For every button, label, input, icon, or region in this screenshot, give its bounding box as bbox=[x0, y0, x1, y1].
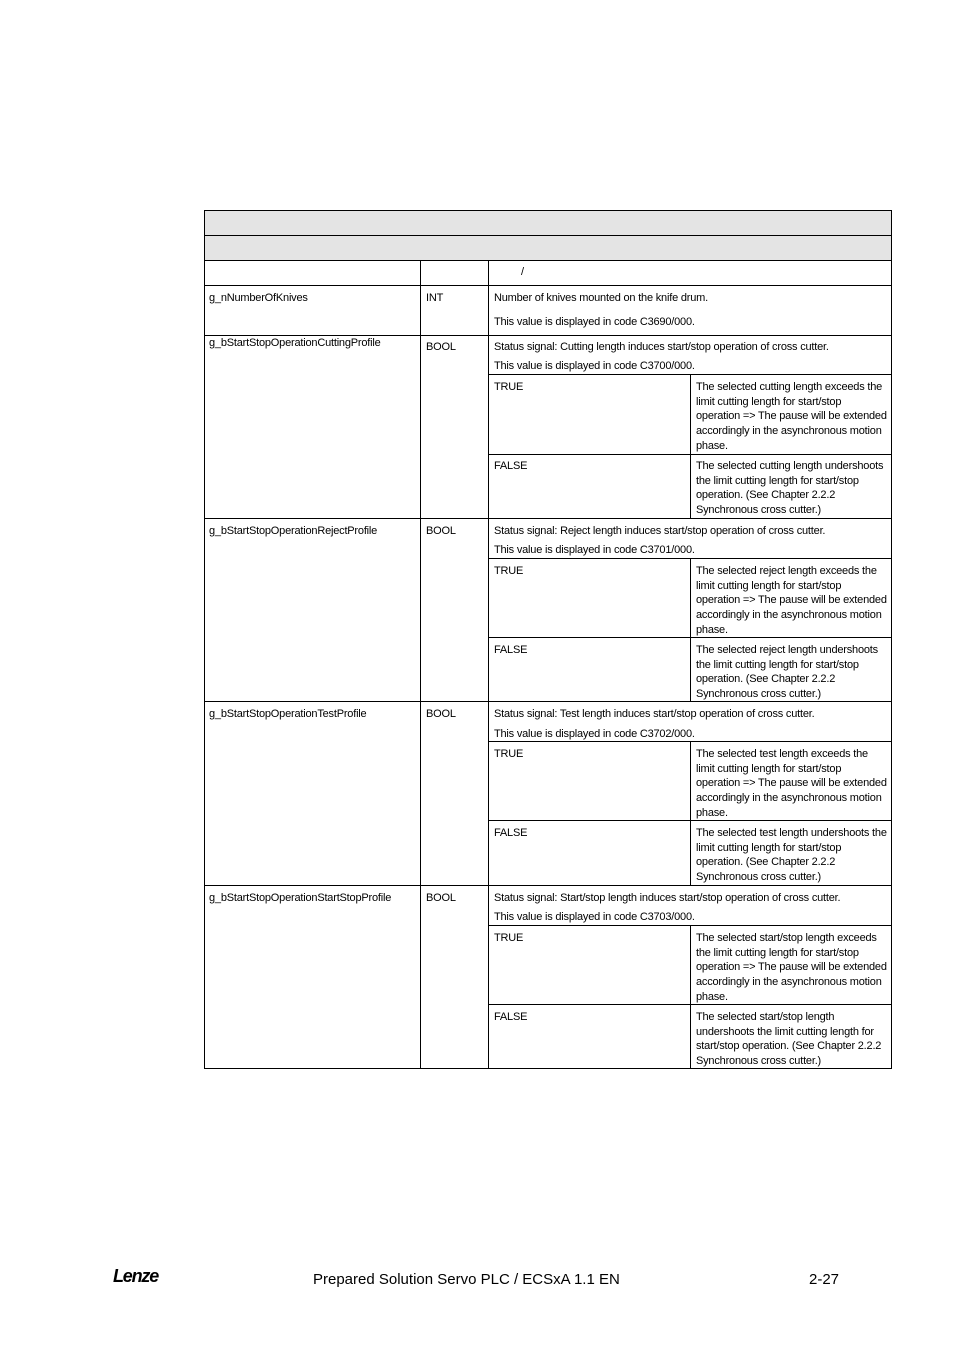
value-true-label: TRUE bbox=[494, 381, 524, 393]
variable-type: BOOL bbox=[426, 341, 456, 353]
page-number: 2-27 bbox=[809, 1271, 840, 1288]
variable-description: Status signal: Test length induces start/stop operation of cross cutter. bbox=[494, 708, 815, 720]
variable-type: BOOL bbox=[426, 892, 456, 904]
table-rule bbox=[690, 741, 691, 886]
value-true-label: TRUE bbox=[494, 932, 524, 944]
variable-name: g_bStartStopOperationStartStopProfile bbox=[209, 892, 392, 904]
table-rule bbox=[690, 374, 691, 519]
variable-description: Number of knives mounted on the knife drum. bbox=[494, 292, 708, 304]
value-true-text: The selected start/stop length exceeds the limit cutting length for start/stop operation => The pause will be extended accordingly in the asynchronous motion phase. bbox=[696, 932, 887, 1003]
value-true-text: The selected cutting length exceeds the limit cutting length for start/stop operation => The pause will be extended accordingly in the asynchronous motion phase. bbox=[696, 381, 887, 452]
value-true-label: TRUE bbox=[494, 565, 524, 577]
value-false-label: FALSE bbox=[494, 1011, 528, 1023]
column-header-description: / bbox=[521, 266, 524, 278]
value-false-label: FALSE bbox=[494, 644, 528, 656]
table-header-row-1 bbox=[205, 211, 891, 235]
variable-description: Status signal: Reject length induces start/stop operation of cross cutter. bbox=[494, 525, 826, 537]
table-rule bbox=[204, 235, 892, 236]
value-false-text: The selected reject length undershoots the limit cutting length for start/stop operation. (See Chapter 2.2.2 Synchronous cross cutter.) bbox=[696, 644, 878, 701]
table-rule bbox=[891, 210, 892, 1069]
table-rule bbox=[488, 260, 489, 1069]
variable-name: g_bStartStopOperationTestProfile bbox=[209, 708, 367, 720]
variable-name: g_nNumberOfKnives bbox=[209, 292, 308, 304]
value-true-label: TRUE bbox=[494, 748, 524, 760]
table-rule bbox=[204, 210, 892, 211]
variable-type: INT bbox=[426, 292, 444, 304]
variable-type: BOOL bbox=[426, 708, 456, 720]
table-header-row-2 bbox=[205, 236, 891, 260]
document-title: Prepared Solution Servo PLC / ECSxA 1.1 EN bbox=[313, 1271, 620, 1288]
value-false-text: The selected cutting length undershoots the limit cutting length for start/stop operation. (See Chapter 2.2.2 Synchronous cross cutter.) bbox=[696, 460, 884, 517]
table-rule bbox=[420, 260, 421, 1069]
variable-code: This value is displayed in code C3701/000. bbox=[494, 544, 695, 556]
table-rule bbox=[204, 260, 892, 261]
variable-description: Status signal: Cutting length induces start/stop operation of cross cutter. bbox=[494, 341, 829, 353]
value-false-label: FALSE bbox=[494, 460, 528, 472]
value-false-label: FALSE bbox=[494, 827, 528, 839]
table-rule bbox=[204, 518, 892, 519]
value-true-text: The selected test length exceeds the limit cutting length for start/stop operation => The pause will be extended accordingly in the asynchronous motion phase. bbox=[696, 748, 887, 819]
table-rule bbox=[204, 210, 205, 1069]
table-rule bbox=[204, 885, 892, 886]
value-true-text: The selected reject length exceeds the limit cutting length for start/stop operation => The pause will be extended accordingly in the asynchronous motion phase. bbox=[696, 565, 887, 636]
variable-code: This value is displayed in code C3700/000. bbox=[494, 360, 695, 372]
table-rule bbox=[204, 285, 892, 286]
variable-name: g_bStartStopOperationRejectProfile bbox=[209, 525, 378, 537]
variable-description: Status signal: Start/stop length induces start/stop operation of cross cutter. bbox=[494, 892, 841, 904]
variable-name: g_bStartStopOperationCuttingProfile bbox=[209, 337, 381, 349]
table-rule bbox=[690, 558, 691, 702]
variable-code: This value is displayed in code C3702/000. bbox=[494, 728, 695, 740]
table-rule bbox=[690, 925, 691, 1069]
variable-code: This value is displayed in code C3703/000. bbox=[494, 911, 695, 923]
lenze-logo: Lenze bbox=[113, 1266, 159, 1286]
value-false-text: The selected start/stop length undershoots the limit cutting length for start/stop operation. (See Chapter 2.2.2 Synchronous cross cutter.) bbox=[696, 1011, 882, 1068]
variable-type: BOOL bbox=[426, 525, 456, 537]
value-false-text: The selected test length undershoots the limit cutting length for start/stop operation. (See Chapter 2.2.2 Synchronous cross cutter.) bbox=[696, 827, 887, 884]
variable-code: This value is displayed in code C3690/000. bbox=[494, 316, 695, 328]
